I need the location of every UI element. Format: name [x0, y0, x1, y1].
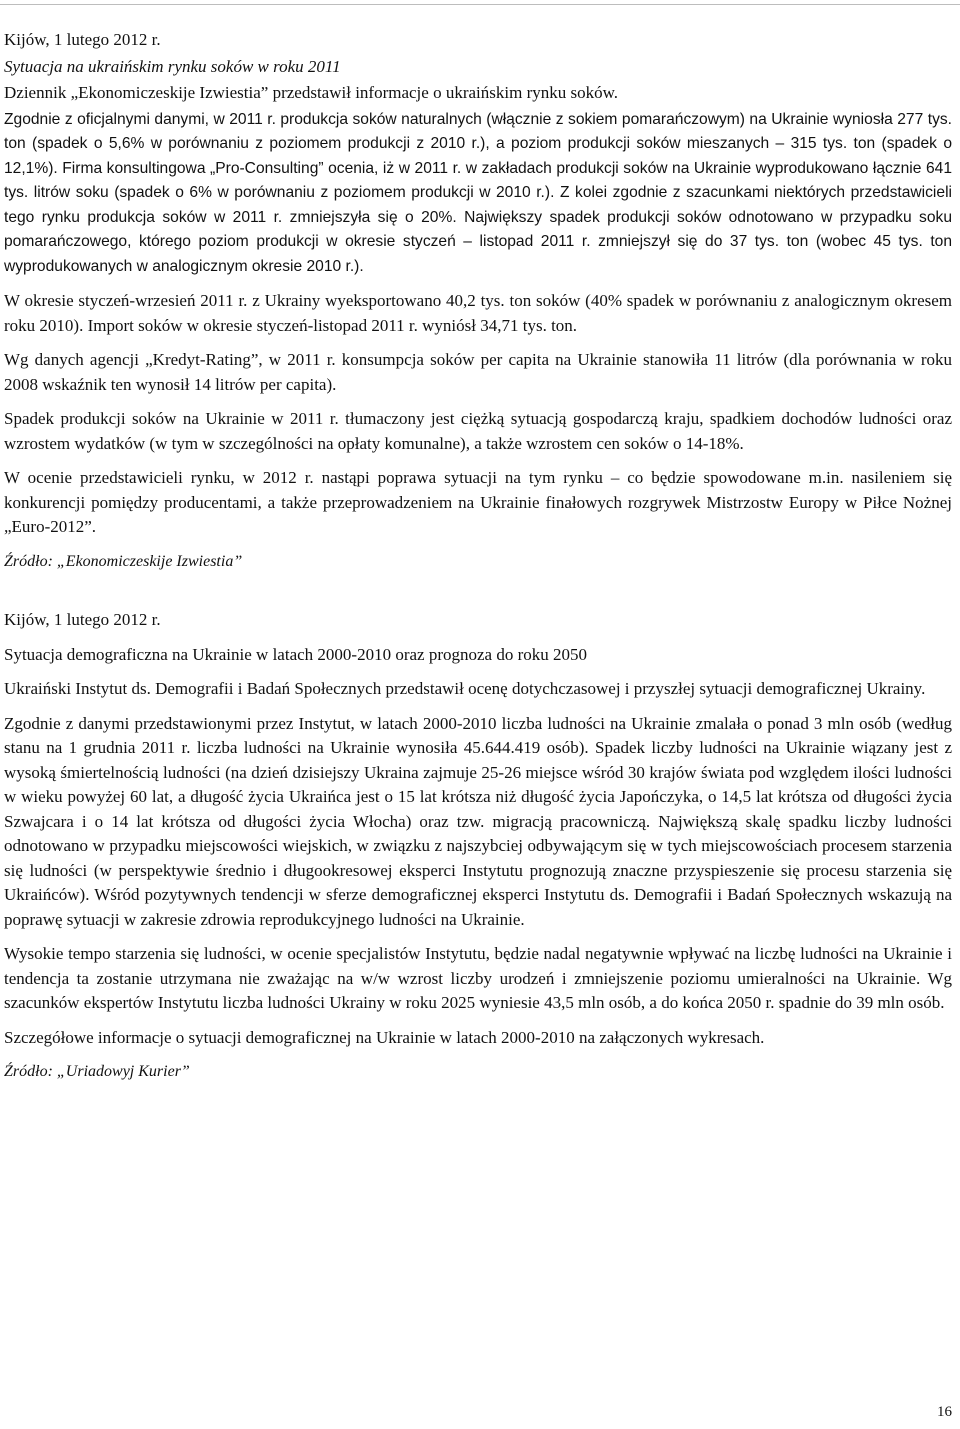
- article-title: Sytuacja na ukraińskim rynku soków w roku 2011: [4, 56, 341, 76]
- top-rule: [0, 4, 960, 5]
- article-paragraph: Wg danych agencji „Kredyt-Rating”, w 2011 r. konsumpcja soków per capita na Ukrainie stanowiła 11 litrów (dla porównania w roku 2008 wskaźnik ten wynosił 14 litrów per capita).: [4, 350, 952, 394]
- document-page: [4, 28, 952, 1085]
- article-title: Sytuacja demograficzna na Ukrainie w latach 2000-2010 oraz prognoza do roku 2050: [4, 644, 587, 664]
- article-juice-market: [4, 28, 952, 574]
- article-paragraph: Spadek produkcji soków na Ukrainie w 2011 r. tłumaczony jest ciężką sytuacją gospodarczą kraju, spadkiem dochodów ludności oraz wzrostem wydatków (w tym w szczególności na opłaty komunalne), a także wzrostem cen soków o 14-18%.: [4, 409, 952, 453]
- page-number: 16: [937, 1404, 952, 1420]
- article-paragraph: W ocenie przedstawicieli rynku, w 2012 r. nastąpi poprawa sytuacji na tym rynku – co będzie spowodowane m.in. nasileniem się konkurencji pomiędzy producentami, a także przeprowadzeniem na Ukrainie finałowych rozgrywek Mistrzostw Europy w Piłce Nożnej „Euro-2012”.: [4, 468, 952, 536]
- article-paragraph: W okresie styczeń-wrzesień 2011 r. z Ukrainy wyeksportowano 40,2 tys. ton soków (40% spadek w porównaniu z analogicznym okresem roku 2010). Import soków w okresie styczeń-listopad 2011 r. wyniósł 34,71 tys. ton.: [4, 291, 952, 335]
- article-source: Źródło: „Uriadowyj Kurier”: [4, 1063, 190, 1080]
- article-date: Kijów, 1 lutego 2012 r.: [4, 30, 161, 49]
- article-intro: Dziennik „Ekonomiczeskije Izwiestia” przedstawił informacje o ukraińskim rynku soków.: [4, 83, 619, 102]
- article-paragraph: Wysokie tempo starzenia się ludności, w ocenie specjalistów Instytutu, będzie nadal negatywnie wpływać na liczbę ludności na Ukrainie i tendencja ta zostanie utrzymana nie zważając na w/w wzrost liczby urodzeń i zmniejszenie poziomu umieralności na Ukrainie. Wg szacunków ekspertów Instytutu liczba ludności Ukrainy w roku 2025 wyniesie 43,5 mln osób, a do końca 2050 r. spadnie do 39 mln osób.: [4, 944, 952, 1012]
- article-source: Źródło: „Ekonomiczeskije Izwiestia”: [4, 552, 243, 570]
- article-demography: [4, 608, 952, 1085]
- article-paragraph: Szczegółowe informacje o sytuacji demograficznej na Ukrainie w latach 2000-2010 na załączonych wykresach.: [4, 1027, 765, 1047]
- article-date: Kijów, 1 lutego 2012 r.: [4, 610, 161, 629]
- article-paragraph: Zgodnie z oficjalnymi danymi, w 2011 r. produkcja soków naturalnych (włącznie z sokiem pomarańczowym) na Ukrainie wyniosła 277 tys. ton (spadek o 5,6% w porównaniu z poziomem produkcji z 2010 r.), a poziom produkcji soków mieszanych – 315 tys. ton (spadek o 12,1%). Firma konsultingowa „Pro-Consulting” ocenia, iż w 2011 r. w zakładach produkcji soków na Ukrainie wyprodukowano łącznie 641 tys. litrów soku (spadek o 6% w porównaniu z poziomem produkcji w 2010 r.). Z kolei zgodnie z szacunkami niektórych przedstawicieli tego rynku produkcja soków w 2011 r. zmniejszyła się o 20%. Największy spadek produkcji soków odnotowano w przypadku soku pomarańczowego, którego poziom produkcji w okresie styczeń – listopad 2011 r. zmniejszył się do 37 tys. ton (wobec 45 tys. ton wyprodukowanych w analogicznym okresie 2010 r.).: [4, 110, 952, 275]
- article-intro: Ukraiński Instytut ds. Demografii i Badań Społecznych przedstawił ocenę dotychczasowej i przyszłej sytuacji demograficznej Ukrainy.: [4, 679, 926, 698]
- article-paragraph: Zgodnie z danymi przedstawionymi przez Instytut, w latach 2000-2010 liczba ludności na Ukrainie zmalała o ponad 3 mln osób (według stanu na 1 grudnia 2011 r. liczba ludności na Ukrainie wynosiła 45.644.419 osób). Spadek liczby ludności na Ukrainie wiązany jest z wysoką śmiertelnością ludności (na dzień dzisiejszy Ukraina zajmuje 25-26 miejsce wśród 30 krajów świata pod względem ilości ludności w wieku powyżej 60 lat, a długość życia Ukraińca jest o 15 lat krótsza niż długość życia Japończyka, o 14,5 lat krótsza od długości życia Szwajcara i o 14 lat krótsza od długości życia Włocha) oraz tzw. migracją pracowniczą. Największą skalę spadku liczby ludności odnotowano w przypadku miejscowości wiejskich, w związku z najszybciej odbywającym się w tych miejscowościach procesem starzenia się ludności (w perspektywie średnio i długookresowej eksperci Instytutu prognozują znaczne przyspieszenie się procesu starzenia się Ukraińców). Wśród pozytywnych tendencji w sferze demograficznej eksperci Instytutu ds. Demografii i Badań Społecznych wskazują na poprawę sytuacji w zakresie zdrowia reprodukcyjnego ludności na Ukrainie.: [4, 713, 952, 929]
